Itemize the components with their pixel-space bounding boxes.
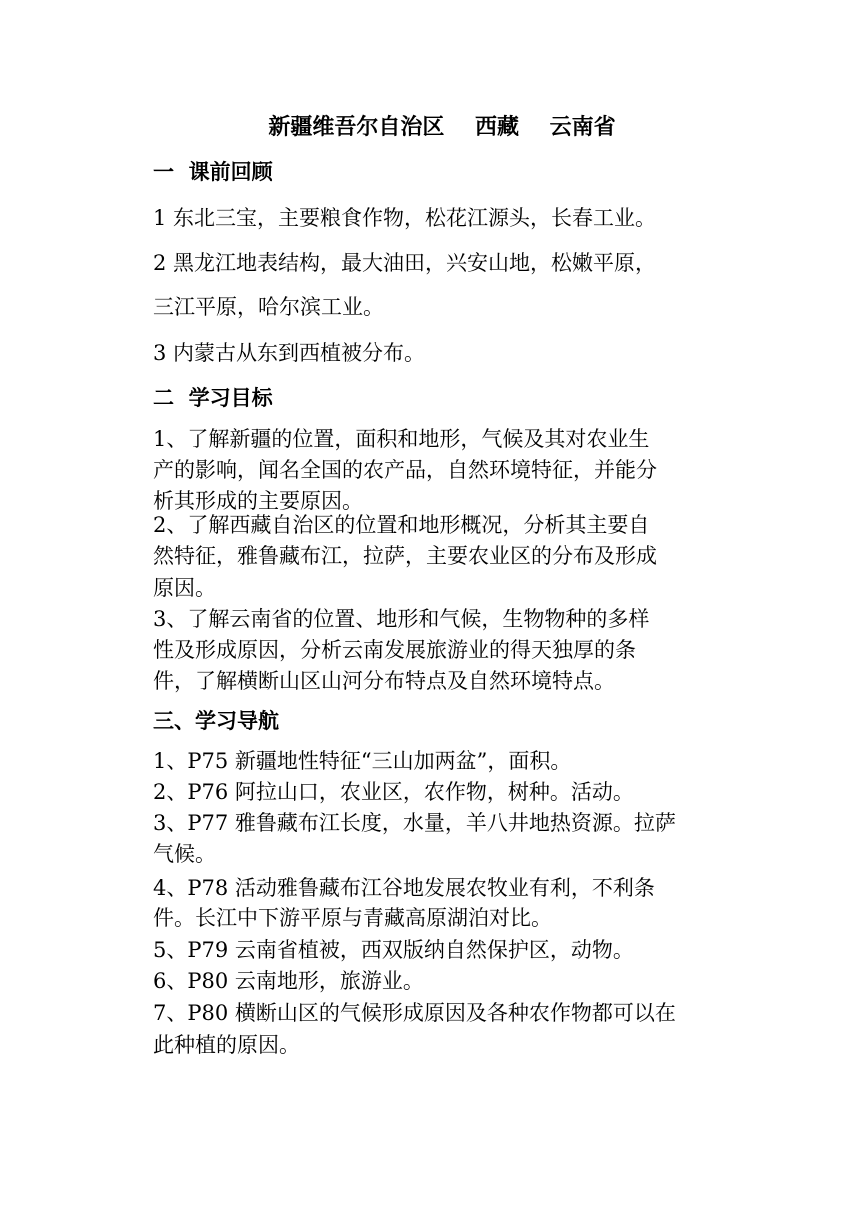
document-title: 新疆维吾尔自治区 西藏 云南省 (268, 115, 616, 140)
review-line: 三江平原，哈尔滨工业。 (153, 295, 384, 319)
guide-line: 5、P79 云南省植被，西双版纳自然保护区，动物。 (153, 938, 634, 962)
guide-line: 3、P77 雅鲁藏布江长度，水量，羊八井地热资源。拉萨 (153, 811, 676, 835)
goal-line: 2、了解西藏自治区的位置和地形概况，分析其主要自 (153, 513, 650, 537)
guide-line: 1、P75 新疆地性特征“三山加两盆”，面积。 (153, 749, 572, 773)
guide-line: 4、P78 活动雅鲁藏布江谷地发展农牧业有利，不利条 (153, 876, 655, 900)
goal-line: 产的影响，闻名全国的农产品，自然环境特征，并能分 (153, 458, 657, 482)
guide-line: 2、P76 阿拉山口，农业区，农作物，树种。活动。 (153, 780, 634, 804)
guide-line: 此种植的原因。 (153, 1033, 300, 1057)
goal-line: 1、了解新疆的位置，面积和地形，气候及其对农业生 (153, 427, 650, 451)
goal-line: 件，了解横断山区山河分布特点及自然环境特点。 (153, 669, 615, 693)
section-heading-guide: 三、学习导航 (153, 709, 279, 733)
goal-line: 然特征，雅鲁藏布江，拉萨，主要农业区的分布及形成 (153, 544, 657, 568)
guide-line: 气候。 (153, 842, 216, 866)
review-line: 3 内蒙古从东到西植被分布。 (153, 341, 426, 365)
review-line: 1 东北三宝，主要粮食作物，松花江源头，长春工业。 (153, 206, 657, 230)
guide-line: 件。长江中下游平原与青藏高原湖泊对比。 (153, 906, 552, 930)
goal-line: 原因。 (153, 576, 216, 600)
guide-line: 7、P80 横断山区的气候形成原因及各种农作物都可以在 (153, 1001, 676, 1025)
review-line: 2 黑龙江地表结构，最大油田，兴安山地，松嫩平原， (153, 251, 657, 275)
goal-line: 析其形成的主要原因。 (153, 489, 363, 513)
section-heading-review: 一 课前回顾 (153, 160, 273, 184)
goal-line: 3、了解云南省的位置、地形和气候，生物物种的多样 (153, 607, 650, 631)
goal-line: 性及形成原因，分析云南发展旅游业的得天独厚的条 (153, 638, 636, 662)
section-heading-goals: 二 学习目标 (153, 386, 273, 410)
guide-line: 6、P80 云南地形，旅游业。 (153, 969, 424, 993)
